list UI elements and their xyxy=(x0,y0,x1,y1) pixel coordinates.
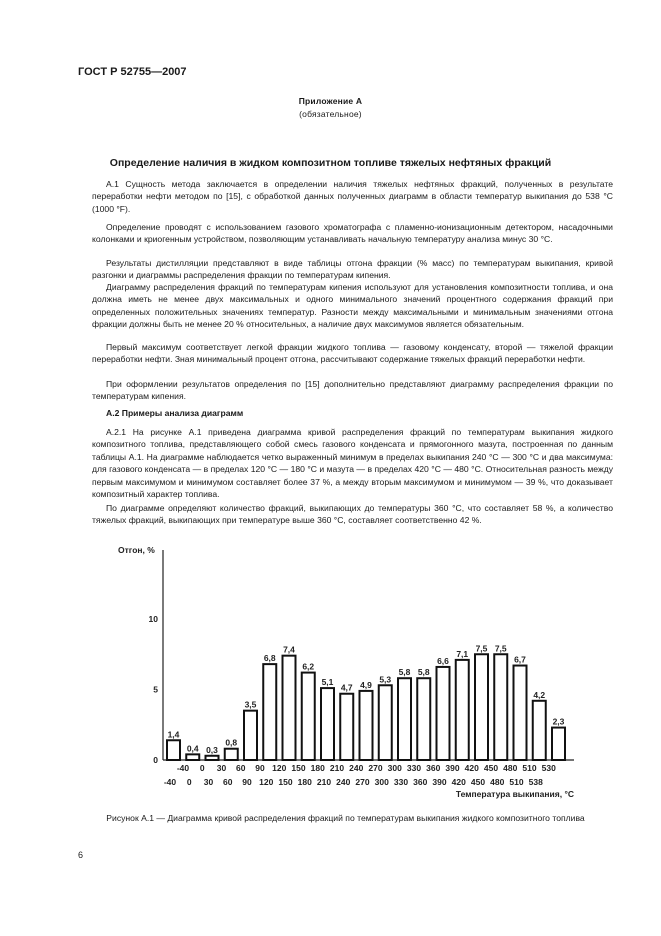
x-tick-label-lower: 150 xyxy=(278,777,293,787)
x-tick-label-lower: 480 xyxy=(490,777,505,787)
bar-value-label: 4,9 xyxy=(360,679,372,690)
bar-value-label: 5,8 xyxy=(398,667,411,678)
document-header: ГОСТ Р 52755—2007 xyxy=(78,66,187,78)
bar-value-label: 2,3 xyxy=(552,716,565,727)
x-tick-label-upper: 210 xyxy=(329,763,345,773)
x-tick-label-upper: 510 xyxy=(522,763,537,773)
x-tick-label-upper: 180 xyxy=(310,763,325,773)
paragraph-a21: А.2.1 На рисунке А.1 приведена диаграмма кривой распределения фракций по температурам выкипания жидкого композитного топлива, представляющего собой смесь газового конденсата и прямогонного мазута, построенная по данным таблицы А.1. На диаграмме наблюдается четко выраженный минимум в пределах выкипания 240 °С — 300 °С и два максимума: для газового конденсата — в пределах 120 °С — 180 °С и мазута — в пределах 420 °С — 480 °С. Относительная разность между первым максимумом и минимумом составляет более 37 %, а между вторым максимумом и минимумом — 39 %, что доказывает композитный характер топлива. xyxy=(92,427,613,500)
x-tick-label-lower: 120 xyxy=(259,777,274,787)
x-tick-label-lower: 210 xyxy=(316,777,332,787)
x-tick-label-upper: 360 xyxy=(426,763,441,773)
x-tick-label-lower: 330 xyxy=(393,777,409,787)
x-tick-label-upper: 390 xyxy=(445,763,460,773)
x-tick-label-upper: 450 xyxy=(483,763,499,773)
paragraph-results: Результаты дистилляции представляют в виде таблицы отгона фракции (% масс) по температурам выкипания, кривой разгонки и диаграммы распределения фракции по температурам кипения. xyxy=(92,258,613,281)
bar xyxy=(533,701,546,760)
x-tick-label-lower: 180 xyxy=(297,777,312,787)
paragraph-equipment: Определение проводят с использованием газового хроматографа с пламенно-ионизационным детектором, насадочными колонками и криогенным устройством, позволяющим устанавливать начальную температуру анализа минус 30 °С. xyxy=(92,222,613,245)
bar xyxy=(206,756,219,760)
x-tick-label-upper: 240 xyxy=(349,763,364,773)
bar-value-label: 6,7 xyxy=(514,654,526,665)
bar-value-label: 5,8 xyxy=(417,667,430,678)
x-tick-label-upper: 420 xyxy=(464,763,479,773)
appendix-status: (обязательное) xyxy=(299,109,362,119)
bar-value-label: 5,1 xyxy=(321,677,334,688)
bar-value-label: 1,4 xyxy=(167,729,180,740)
x-tick-label-lower: 300 xyxy=(374,777,389,787)
bar xyxy=(514,666,527,760)
bar xyxy=(244,711,257,760)
bar-value-label: 5,3 xyxy=(379,674,392,685)
section-title: Определение наличия в жидком композитном топливе тяжелых нефтяных фракций xyxy=(109,157,552,169)
x-tick-label-upper: 270 xyxy=(368,763,383,773)
subsection-heading: А.2 Примеры анализа диаграмм xyxy=(106,408,244,418)
x-axis-label: Температура выкипания, °С xyxy=(455,789,574,799)
x-tick-label-lower: 450 xyxy=(470,777,486,787)
y-tick-label: 0 xyxy=(153,755,158,765)
bar xyxy=(225,749,238,760)
x-tick-label-lower: 538 xyxy=(528,777,543,787)
y-tick-label: 10 xyxy=(148,614,158,624)
bar-value-label: 7,5 xyxy=(494,643,507,654)
page-number: 6 xyxy=(78,850,84,860)
bar xyxy=(552,728,565,760)
x-tick-label-upper: 300 xyxy=(387,763,402,773)
bar xyxy=(398,678,411,760)
x-tick-label-lower: 360 xyxy=(413,777,428,787)
x-tick-label-lower: -40 xyxy=(163,777,177,787)
bar xyxy=(417,678,430,760)
x-tick-label-lower: 390 xyxy=(432,777,447,787)
x-tick-label-lower: 30 xyxy=(203,777,214,787)
bar xyxy=(475,654,488,760)
x-tick-label-lower: 420 xyxy=(451,777,466,787)
x-tick-label-lower: 60 xyxy=(223,777,233,787)
paragraph-diagram: Диаграмму распределения фракций по температурам кипения используют для установления композитности топлива, и она должна иметь не менее двух максимальных и одного минимального значений процентного содержания фракций при определенных положительных значениях температур. Разности между максимальными и минимальным значениями отгона фракции должны быть не менее 20 % относительных, а наличие двух максимумов является обязательным. xyxy=(92,282,613,330)
bar-value-label: 0,8 xyxy=(225,737,238,748)
bar xyxy=(437,667,450,760)
bar-value-label: 4,7 xyxy=(340,682,353,693)
x-tick-label-lower: 270 xyxy=(355,777,370,787)
bar xyxy=(302,673,315,760)
bar-value-label: 3,5 xyxy=(244,699,257,710)
x-tick-label-upper: 330 xyxy=(406,763,422,773)
bar xyxy=(167,740,180,760)
bar xyxy=(263,664,276,760)
x-tick-label-upper: 150 xyxy=(291,763,306,773)
bar-value-label: 7,5 xyxy=(475,643,488,654)
bar-value-label: 0,4 xyxy=(186,743,199,754)
bar xyxy=(379,685,392,760)
paragraph-a1: А.1 Сущность метода заключается в определении наличия тяжелых нефтяных фракций, полученных в результате переработки нефти методом по [15], с обработкой данных полученных диаграмм в области температур выкипания до 538 °С (1000 °F). xyxy=(92,179,613,214)
bar-value-label: 0,3 xyxy=(206,744,218,755)
x-tick-label-upper: -40 xyxy=(176,763,190,773)
bar xyxy=(456,660,469,760)
bar xyxy=(321,688,334,760)
x-tick-label-upper: 530 xyxy=(541,763,556,773)
y-tick-label: 5 xyxy=(153,684,158,695)
x-tick-label-lower: 510 xyxy=(509,777,524,787)
paragraph-report: При оформлении результатов определения по [15] дополнительно представляют диаграмму распределения фракции по температурам кипения. xyxy=(92,379,613,402)
bar-value-label: 6,6 xyxy=(437,655,449,666)
y-axis-label: Отгон, % xyxy=(118,545,155,555)
bar-value-label: 6,8 xyxy=(263,653,276,664)
x-tick-label-upper: 30 xyxy=(216,763,227,773)
bar-chart xyxy=(0,535,661,805)
x-tick-label-upper: 0 xyxy=(199,763,205,773)
x-tick-label-lower: 0 xyxy=(186,777,192,787)
bar xyxy=(283,656,296,760)
bar xyxy=(494,654,507,760)
bar-value-label: 4,2 xyxy=(533,689,546,700)
paragraph-fraction-amount: По диаграмме определяют количество фракций, выкипающих до температуры 360 °С, что составляет 58 %, а количество тяжелых фракций, выкипающих при температуре выше 360 °С, составляет соответственно 42 %. xyxy=(92,503,613,526)
bar xyxy=(186,754,199,760)
x-tick-label-lower: 240 xyxy=(336,777,351,787)
bar xyxy=(340,694,353,760)
x-tick-label-upper: 90 xyxy=(255,763,265,773)
bar xyxy=(360,691,373,760)
x-tick-label-upper: 120 xyxy=(272,763,287,773)
bar-value-label: 6,2 xyxy=(302,661,315,672)
bar-value-label: 7,1 xyxy=(456,648,469,659)
x-tick-label-upper: 60 xyxy=(236,763,246,773)
appendix-label: Приложение А xyxy=(298,96,363,106)
bar-value-label: 7,4 xyxy=(283,644,295,655)
paragraph-maximum: Первый максимум соответствует легкой фракции жидкого топлива — газовому конденсату, второй — тяжелой фракции переработки нефти. Зная минимальный процент отгона, рассчитывают содержание тяжелых фракций переработки нефти. xyxy=(92,342,613,365)
x-tick-label-lower: 90 xyxy=(242,777,252,787)
x-tick-label-upper: 480 xyxy=(503,763,518,773)
figure-caption: Рисунок А.1 — Диаграмма кривой распределения фракций по температурам выкипания жидкого композитного топлива xyxy=(106,813,585,823)
